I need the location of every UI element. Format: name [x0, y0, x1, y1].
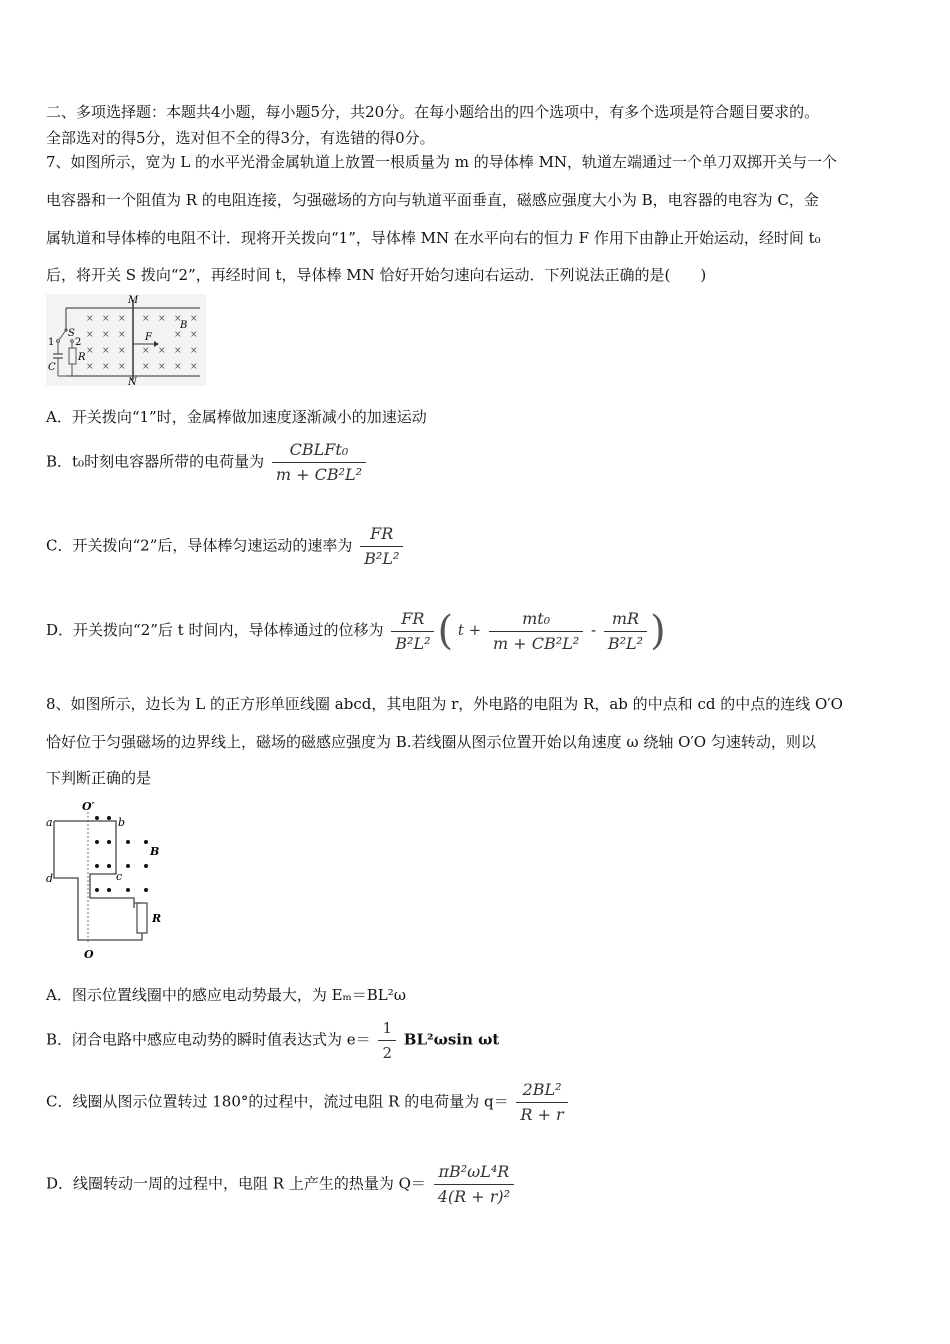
svg-text:×: ×: [158, 362, 166, 372]
svg-text:×: ×: [118, 314, 126, 324]
q7-option-d: [46, 608, 666, 654]
q8-option-c-fraction: [516, 1080, 567, 1125]
q7-option-d-den1: B²L²: [391, 631, 434, 654]
q7-label-B: B: [180, 320, 188, 331]
svg-text:×: ×: [190, 362, 198, 372]
q8-stem-line2: 恰好位于匀强磁场的边界线上，磁场的磁感应强度为 B.若线圈从图示位置开始以角速度 ω 绕轴 O′O 匀速转动，则以: [46, 733, 816, 751]
svg-text:×: ×: [158, 346, 166, 356]
q8-option-b-text: B．闭合电路中感应电动势的瞬时值表达式为 e＝: [46, 1030, 371, 1049]
q8-option-d: [46, 1162, 517, 1207]
q8-label-B: B: [150, 845, 160, 858]
q7-option-d-fraction-1: [391, 609, 434, 654]
q8-label-b: b: [118, 816, 126, 829]
q7-circuit-figure: [46, 294, 206, 386]
svg-text:×: ×: [190, 346, 198, 356]
svg-text:×: ×: [142, 362, 150, 372]
svg-text:×: ×: [86, 346, 94, 356]
svg-text:×: ×: [174, 346, 182, 356]
q8-label-c: c: [116, 870, 123, 883]
q7-label-2: 2: [75, 337, 82, 348]
q7-label-M: M: [128, 295, 139, 306]
q8-option-c-denominator: R + r: [516, 1102, 567, 1125]
q8-option-a: A．图示位置线圈中的感应电动势最大，为 Eₘ＝BL²ω: [46, 986, 406, 1004]
svg-text:×: ×: [142, 314, 150, 324]
q8-option-c: [46, 1080, 571, 1125]
q8-coil-figure: [44, 798, 174, 962]
q7-option-b-numerator: CBLFt₀: [289, 440, 349, 459]
svg-text:×: ×: [86, 314, 94, 324]
q8-label-Oprime: O′: [82, 800, 95, 813]
q7-option-d-num3: mR: [611, 608, 640, 628]
q8-stem-line3: 下判断正确的是: [46, 769, 152, 787]
q7-option-d-left-paren: (: [437, 608, 454, 654]
q7-option-b-text: t₀时刻电容器所带的电荷量为: [72, 452, 265, 471]
q7-option-a: A．开关拨向“1”时，金属棒做加速度逐渐减小的加速运动: [46, 408, 427, 426]
q7-stem-line2: 电容器和一个阻值为 R 的电阻连接，匀强磁场的方向与轨道平面垂直，磁感应强度大小为 B，电容器的电容为 C，金: [46, 191, 819, 209]
svg-text:×: ×: [102, 314, 110, 324]
svg-text:×: ×: [190, 330, 198, 340]
q7-option-b-fraction: [272, 440, 366, 485]
svg-text:×: ×: [190, 314, 198, 324]
q7-label-1: 1: [48, 337, 55, 348]
q8-label-d: d: [46, 872, 54, 885]
q7-stem-line4: 后，将开关 S 拨向“2”，再经时间 t，导体棒 MN 恰好开始匀速向右运动．下列说法正确的是( ): [46, 266, 707, 284]
q8-stem-line1: 8、如图所示，边长为 L 的正方形单匝线圈 abcd，其电阻为 r，外电路的电阻为 R，ab 的中点和 cd 的中点的连线 O′O: [46, 695, 843, 713]
q7-option-d-den2: m + CB²L²: [489, 631, 583, 654]
svg-text:×: ×: [118, 346, 126, 356]
q8-option-d-fraction: [434, 1162, 514, 1207]
q8-label-O: O: [84, 948, 94, 961]
q8-option-c-numerator: 2BL²: [522, 1080, 562, 1099]
svg-text:×: ×: [86, 330, 94, 340]
q7-label-S: S: [68, 328, 75, 339]
svg-text:×: ×: [174, 362, 182, 372]
q7-option-c-numerator: FR: [370, 524, 394, 543]
q8-label-a: a: [46, 816, 53, 829]
svg-text:×: ×: [174, 314, 182, 324]
q8-option-b-denominator: 2: [378, 1040, 396, 1063]
svg-text:×: ×: [142, 346, 150, 356]
svg-text:×: ×: [102, 330, 110, 340]
q7-label-F: F: [145, 332, 152, 343]
q8-option-c-text: C．线圈从图示位置转过 180°的过程中，流过电阻 R 的电荷量为 q＝: [46, 1092, 509, 1111]
q8-option-b-tail: BL²ωsin ωt: [403, 1030, 500, 1049]
section-heading-line1: 二、多项选择题：本题共4小题，每小题5分，共20分。在每小题给出的四个选项中，有多个选项是符合题目要求的。: [46, 103, 820, 121]
q7-option-c: [46, 524, 406, 569]
q7-option-d-minus: -: [591, 621, 597, 639]
svg-text:×: ×: [174, 330, 182, 340]
q7-option-d-num2: mt₀: [522, 608, 551, 628]
q7-stem-line1: 7、如图所示，宽为 L 的水平光滑金属轨道上放置一根质量为 m 的导体棒 MN，轨道左端通过一个单刀双掷开关与一个: [46, 153, 838, 171]
q7-option-b-denominator: m + CB²L²: [272, 462, 366, 485]
q7-option-c-denominator: B²L²: [360, 546, 403, 569]
q7-label-R: R: [78, 352, 86, 363]
q7-option-d-den3: B²L²: [604, 631, 647, 654]
q7-option-d-fraction-3: [604, 609, 647, 654]
q7-option-d-fraction-2: [489, 609, 583, 654]
q7-option-b-label: B．: [46, 452, 73, 471]
q7-option-d-text: D．开关拨向“2”后 t 时间内，导体棒通过的位移为: [46, 621, 384, 639]
q7-option-c-fraction: [360, 524, 403, 569]
svg-text:×: ×: [118, 362, 126, 372]
q7-option-d-t: t +: [457, 621, 482, 639]
q8-option-d-text: D．线圈转动一周的过程中，电阻 R 上产生的热量为 Q＝: [46, 1174, 426, 1193]
svg-text:×: ×: [86, 362, 94, 372]
svg-text:×: ×: [118, 330, 126, 340]
svg-text:×: ×: [158, 314, 166, 324]
q8-label-R: R: [152, 912, 162, 925]
section-heading-line2: 全部选对的得5分，选对但不全的得3分，有选错的得0分。: [46, 129, 435, 147]
q7-stem-line3: 属轨道和导体棒的电阻不计．现将开关拨向“1”，导体棒 MN 在水平向右的恒力 F 作用下由静止开始运动，经时间 t₀: [46, 229, 821, 247]
q7-option-d-num1: FR: [401, 608, 425, 628]
q8-option-b-fraction: [378, 1018, 396, 1063]
q8-option-b-numerator: 1: [382, 1019, 392, 1037]
q7-option-b: [46, 440, 369, 485]
svg-text:×: ×: [102, 362, 110, 372]
q8-option-d-denominator: 4(R + r)²: [434, 1184, 514, 1207]
q7-option-d-right-paren: ): [650, 608, 666, 654]
q7-option-c-text: C．开关拨向“2”后，导体棒匀速运动的速率为: [46, 536, 353, 555]
q8-option-b: [46, 1018, 499, 1063]
q7-label-C: C: [48, 362, 56, 373]
svg-text:×: ×: [102, 346, 110, 356]
q8-option-d-numerator: πB²ωL⁴R: [438, 1162, 510, 1181]
q7-label-N: N: [128, 377, 137, 386]
